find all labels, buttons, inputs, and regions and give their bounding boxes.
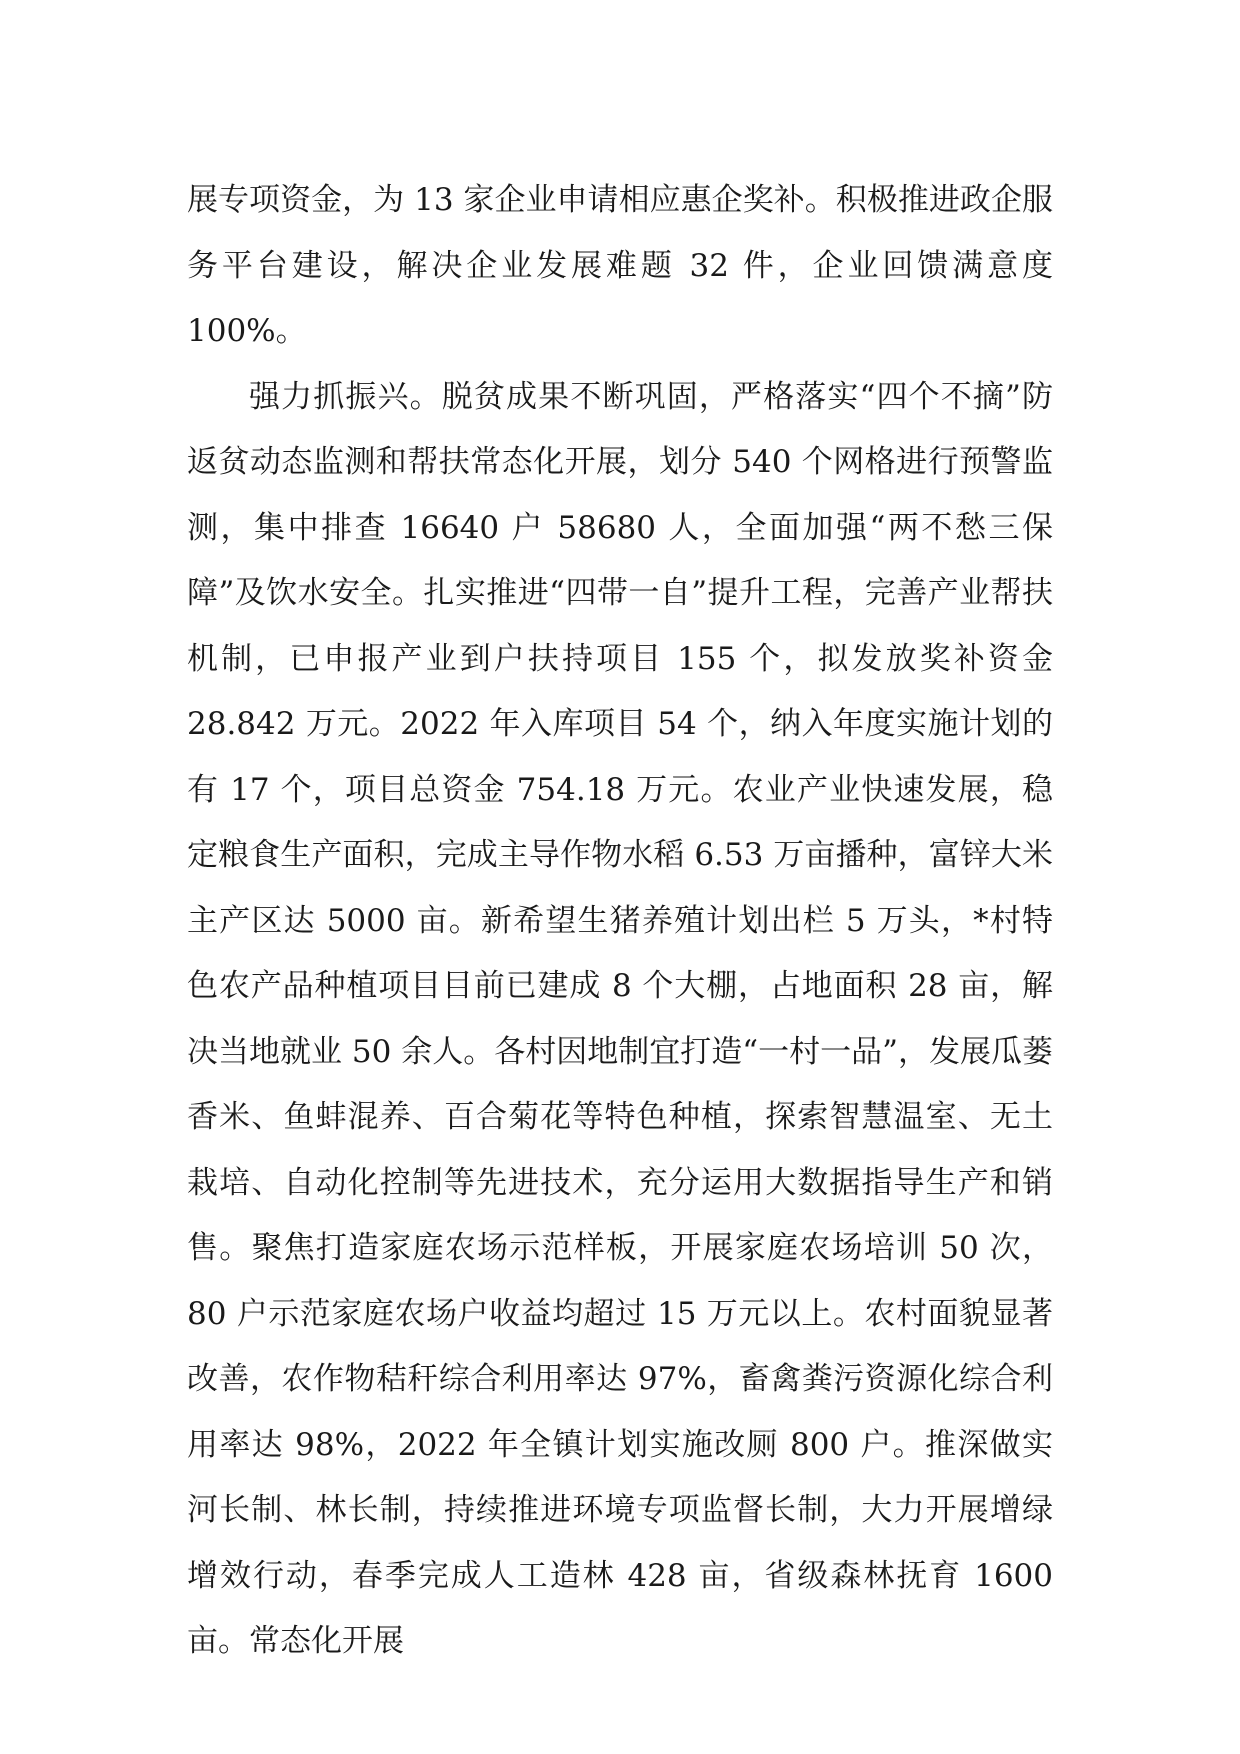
paragraph-business-services: 展专项资金，为 13 家企业申请相应惠企奖补。积极推进政企服务平台建设，解决企业发展难题 32 件，企业回馈满意度 100%。	[187, 182, 1053, 349]
paragraph-rural-revitalization: 强力抓振兴。脱贫成果不断巩固，严格落实“四个不摘”防返贫动态监测和帮扶常态化开展，划分 540 个网格进行预警监测，集中排查 16640 户 58680 人，全面加强“两不愁三保障”及饮水安全。扎实推进“四带一自”提升工程，完善产业帮扶机制，已申报产业到户扶持项目 155 个，拟发放奖补资金 28.842 万元。2022 年入库项目 54 个，纳入年度实施计划的有 17 个，项目总资金 754.18 万元。农业产业快速发展，稳定粮食生产面积，完成主导作物水稻 6.53 万亩播种，富锌大米主产区达 5000 亩。新希望生猪养殖计划出栏 5 万头，*村特色农产品种植项目目前已建成 8 个大棚，占地面积 28 亩，解决当地就业 50 余人。各村因地制宜打造“一村一品”，发展瓜蒌香米、鱼蚌混养、百合菊花等特色种植，探索智慧温室、无土栽培、自动化控制等先进技术，充分运用大数据指导生产和销售。聚焦打造家庭农场示范样板，开展家庭农场培训 50 次，80 户示范家庭农场户收益均超过 15 万元以上。农村面貌显著改善，农作物秸秆综合利用率达 97%，畜禽粪污资源化综合利用率达 98%，2022 年全镇计划实施改厕 800 户。推深做实河长制、林长制，持续推进环境专项监督长制，大力开展增绿增效行动，春季完成人工造林 428 亩，省级森林抚育 1600 亩。常态化开展	[187, 378, 1053, 1659]
body-text	[187, 168, 1053, 1675]
